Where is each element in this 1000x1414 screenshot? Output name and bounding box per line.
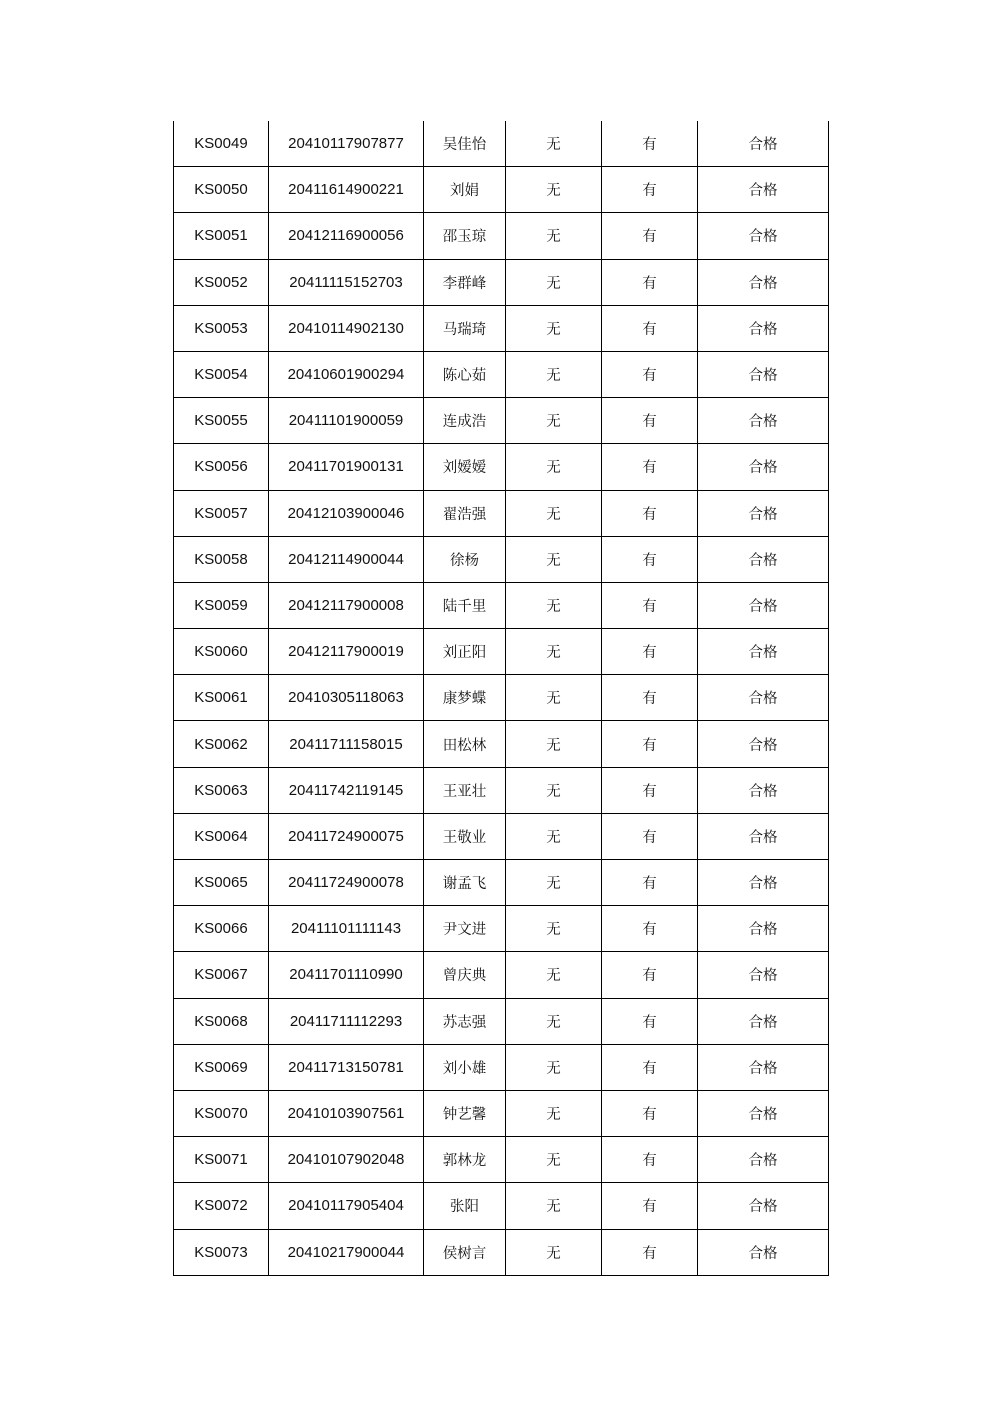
candidate-number-cell: 20411711112293: [269, 998, 424, 1044]
result-cell: 合格: [698, 167, 829, 213]
candidate-number-cell: 20411711158015: [269, 721, 424, 767]
result-cell: 合格: [698, 1137, 829, 1183]
exam-id-cell: KS0052: [174, 259, 269, 305]
record-b-cell: 有: [602, 305, 698, 351]
name-cell: 刘嫒嫒: [424, 444, 506, 490]
table-row: [174, 906, 829, 952]
record-a-cell: 无: [506, 767, 602, 813]
record-b-cell: 有: [602, 121, 698, 167]
table-row: [174, 1090, 829, 1136]
candidate-number-cell: 20410114902130: [269, 305, 424, 351]
record-b-cell: 有: [602, 167, 698, 213]
result-cell: 合格: [698, 444, 829, 490]
name-cell: 王亚壮: [424, 767, 506, 813]
table-row: [174, 1229, 829, 1275]
exam-id-cell: KS0050: [174, 167, 269, 213]
record-a-cell: 无: [506, 213, 602, 259]
candidate-number-cell: 20411115152703: [269, 259, 424, 305]
exam-id-cell: KS0073: [174, 1229, 269, 1275]
name-cell: 刘正阳: [424, 629, 506, 675]
name-cell: 田松林: [424, 721, 506, 767]
candidate-number-cell: 20410305118063: [269, 675, 424, 721]
result-cell: 合格: [698, 259, 829, 305]
results-table-body: [174, 121, 829, 1275]
table-row: [174, 1137, 829, 1183]
record-b-cell: 有: [602, 1183, 698, 1229]
name-cell: 谢孟飞: [424, 860, 506, 906]
candidate-number-cell: 20410117907877: [269, 121, 424, 167]
candidate-number-cell: 20412103900046: [269, 490, 424, 536]
candidate-number-cell: 20410103907561: [269, 1090, 424, 1136]
candidate-number-cell: 20411614900221: [269, 167, 424, 213]
record-b-cell: 有: [602, 351, 698, 397]
table-row: [174, 952, 829, 998]
result-cell: 合格: [698, 536, 829, 582]
record-b-cell: 有: [602, 629, 698, 675]
exam-id-cell: KS0057: [174, 490, 269, 536]
result-cell: 合格: [698, 952, 829, 998]
table-row: [174, 860, 829, 906]
table-row: [174, 490, 829, 536]
record-b-cell: 有: [602, 490, 698, 536]
table-row: [174, 1044, 829, 1090]
exam-id-cell: KS0060: [174, 629, 269, 675]
name-cell: 尹文进: [424, 906, 506, 952]
record-a-cell: 无: [506, 629, 602, 675]
candidate-number-cell: 20411701110990: [269, 952, 424, 998]
record-b-cell: 有: [602, 444, 698, 490]
record-b-cell: 有: [602, 952, 698, 998]
exam-id-cell: KS0058: [174, 536, 269, 582]
exam-id-cell: KS0055: [174, 398, 269, 444]
name-cell: 张阳: [424, 1183, 506, 1229]
name-cell: 邵玉琼: [424, 213, 506, 259]
record-a-cell: 无: [506, 813, 602, 859]
exam-id-cell: KS0068: [174, 998, 269, 1044]
exam-id-cell: KS0051: [174, 213, 269, 259]
exam-id-cell: KS0049: [174, 121, 269, 167]
record-a-cell: 无: [506, 259, 602, 305]
result-cell: 合格: [698, 629, 829, 675]
candidate-number-cell: 20412114900044: [269, 536, 424, 582]
exam-id-cell: KS0071: [174, 1137, 269, 1183]
exam-id-cell: KS0062: [174, 721, 269, 767]
result-cell: 合格: [698, 1229, 829, 1275]
result-cell: 合格: [698, 1183, 829, 1229]
record-a-cell: 无: [506, 860, 602, 906]
record-b-cell: 有: [602, 1044, 698, 1090]
name-cell: 刘娟: [424, 167, 506, 213]
exam-id-cell: KS0054: [174, 351, 269, 397]
table-row: [174, 213, 829, 259]
record-a-cell: 无: [506, 121, 602, 167]
candidate-number-cell: 20410601900294: [269, 351, 424, 397]
name-cell: 连成浩: [424, 398, 506, 444]
record-b-cell: 有: [602, 536, 698, 582]
record-a-cell: 无: [506, 582, 602, 628]
exam-id-cell: KS0064: [174, 813, 269, 859]
candidate-number-cell: 20411101111143: [269, 906, 424, 952]
candidate-number-cell: 20411713150781: [269, 1044, 424, 1090]
record-b-cell: 有: [602, 213, 698, 259]
name-cell: 郭林龙: [424, 1137, 506, 1183]
table-row: [174, 121, 829, 167]
exam-id-cell: KS0056: [174, 444, 269, 490]
result-cell: 合格: [698, 305, 829, 351]
candidate-number-cell: 20410117905404: [269, 1183, 424, 1229]
record-b-cell: 有: [602, 1090, 698, 1136]
result-cell: 合格: [698, 582, 829, 628]
candidate-number-cell: 20411724900078: [269, 860, 424, 906]
candidate-number-cell: 20412116900056: [269, 213, 424, 259]
candidate-number-cell: 20412117900008: [269, 582, 424, 628]
table-row: [174, 167, 829, 213]
name-cell: 钟艺馨: [424, 1090, 506, 1136]
result-cell: 合格: [698, 721, 829, 767]
name-cell: 苏志强: [424, 998, 506, 1044]
exam-id-cell: KS0059: [174, 582, 269, 628]
table-row: [174, 582, 829, 628]
exam-id-cell: KS0067: [174, 952, 269, 998]
record-a-cell: 无: [506, 444, 602, 490]
record-b-cell: 有: [602, 1229, 698, 1275]
candidate-number-cell: 20411701900131: [269, 444, 424, 490]
record-a-cell: 无: [506, 1183, 602, 1229]
record-a-cell: 无: [506, 490, 602, 536]
name-cell: 侯树言: [424, 1229, 506, 1275]
record-a-cell: 无: [506, 167, 602, 213]
table-row: [174, 721, 829, 767]
table-row: [174, 813, 829, 859]
record-a-cell: 无: [506, 351, 602, 397]
table-row: [174, 536, 829, 582]
name-cell: 陈心茹: [424, 351, 506, 397]
candidate-number-cell: 20411724900075: [269, 813, 424, 859]
record-a-cell: 无: [506, 952, 602, 998]
result-cell: 合格: [698, 860, 829, 906]
record-b-cell: 有: [602, 998, 698, 1044]
record-a-cell: 无: [506, 1229, 602, 1275]
record-b-cell: 有: [602, 813, 698, 859]
candidate-number-cell: 20411742119145: [269, 767, 424, 813]
table-row: [174, 1183, 829, 1229]
result-cell: 合格: [698, 490, 829, 536]
exam-id-cell: KS0066: [174, 906, 269, 952]
exam-id-cell: KS0069: [174, 1044, 269, 1090]
record-b-cell: 有: [602, 906, 698, 952]
table-row: [174, 767, 829, 813]
record-a-cell: 无: [506, 998, 602, 1044]
exam-id-cell: KS0061: [174, 675, 269, 721]
table-row: [174, 998, 829, 1044]
result-cell: 合格: [698, 351, 829, 397]
result-cell: 合格: [698, 998, 829, 1044]
record-b-cell: 有: [602, 1137, 698, 1183]
table-row: [174, 305, 829, 351]
record-a-cell: 无: [506, 536, 602, 582]
exam-id-cell: KS0065: [174, 860, 269, 906]
name-cell: 吴佳怡: [424, 121, 506, 167]
name-cell: 王敬业: [424, 813, 506, 859]
table-row: [174, 351, 829, 397]
result-cell: 合格: [698, 1044, 829, 1090]
name-cell: 康梦蝶: [424, 675, 506, 721]
result-cell: 合格: [698, 675, 829, 721]
name-cell: 马瑞琦: [424, 305, 506, 351]
record-b-cell: 有: [602, 721, 698, 767]
name-cell: 陆千里: [424, 582, 506, 628]
table-row: [174, 444, 829, 490]
record-a-cell: 无: [506, 675, 602, 721]
record-b-cell: 有: [602, 582, 698, 628]
candidate-number-cell: 20410107902048: [269, 1137, 424, 1183]
record-a-cell: 无: [506, 398, 602, 444]
candidate-number-cell: 20410217900044: [269, 1229, 424, 1275]
exam-id-cell: KS0053: [174, 305, 269, 351]
result-cell: 合格: [698, 213, 829, 259]
candidate-number-cell: 20411101900059: [269, 398, 424, 444]
record-a-cell: 无: [506, 1137, 602, 1183]
record-b-cell: 有: [602, 259, 698, 305]
name-cell: 徐杨: [424, 536, 506, 582]
table-row: [174, 675, 829, 721]
name-cell: 李群峰: [424, 259, 506, 305]
result-cell: 合格: [698, 121, 829, 167]
result-cell: 合格: [698, 767, 829, 813]
record-a-cell: 无: [506, 305, 602, 351]
record-a-cell: 无: [506, 721, 602, 767]
result-cell: 合格: [698, 1090, 829, 1136]
result-cell: 合格: [698, 813, 829, 859]
results-table: [173, 121, 829, 1276]
record-a-cell: 无: [506, 1044, 602, 1090]
name-cell: 翟浩强: [424, 490, 506, 536]
result-cell: 合格: [698, 906, 829, 952]
name-cell: 曾庆典: [424, 952, 506, 998]
name-cell: 刘小雄: [424, 1044, 506, 1090]
record-a-cell: 无: [506, 906, 602, 952]
record-b-cell: 有: [602, 398, 698, 444]
record-b-cell: 有: [602, 860, 698, 906]
record-b-cell: 有: [602, 675, 698, 721]
candidate-number-cell: 20412117900019: [269, 629, 424, 675]
exam-id-cell: KS0070: [174, 1090, 269, 1136]
record-b-cell: 有: [602, 767, 698, 813]
table-row: [174, 398, 829, 444]
table-row: [174, 259, 829, 305]
result-cell: 合格: [698, 398, 829, 444]
table-row: [174, 629, 829, 675]
record-a-cell: 无: [506, 1090, 602, 1136]
exam-id-cell: KS0072: [174, 1183, 269, 1229]
exam-id-cell: KS0063: [174, 767, 269, 813]
